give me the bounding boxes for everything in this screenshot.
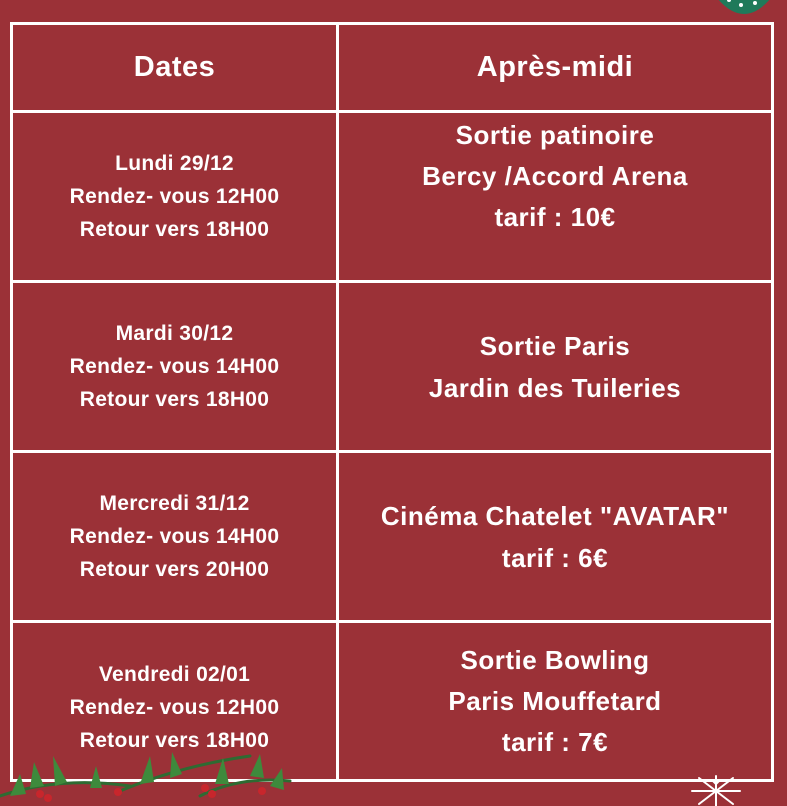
row-2-day: Mardi 30/12 — [115, 322, 234, 345]
row-4-activity-price: tarif : 7€ — [501, 726, 609, 757]
row-2-date-cell — [13, 283, 339, 453]
row-1-activity-price: tarif : 10€ — [494, 202, 616, 232]
row-2-return-time: Retour vers 18H00 — [79, 388, 270, 411]
row-1-activity-title: Sortie patinoire — [455, 120, 655, 150]
row-4-activity-place: Paris Mouffetard — [448, 685, 662, 716]
row-1-meeting-time: Rendez- vous 12H00 — [69, 185, 280, 208]
header-dates — [13, 25, 339, 113]
holly-icon — [0, 736, 300, 806]
row-3-date-cell — [13, 453, 339, 623]
row-3-return-time: Retour vers 20H00 — [79, 558, 270, 581]
row-4-day: Vendredi 02/01 — [98, 662, 251, 686]
ornament-icon — [715, 0, 773, 20]
row-2-activity-place: Jardin des Tuileries — [428, 372, 682, 403]
header-apres-midi-label: Après-midi — [476, 51, 634, 83]
row-4-activity-cell — [339, 623, 771, 779]
row-4-meeting-time: Rendez- vous 12H00 — [69, 695, 280, 719]
row-3-meeting-time: Rendez- vous 14H00 — [69, 525, 280, 548]
snowflake-icon — [686, 772, 746, 806]
row-2-activity-title: Sortie Paris — [479, 330, 631, 361]
row-1-activity-cell — [339, 113, 771, 283]
row-2-activity-cell — [339, 283, 771, 453]
row-3-activity-price: tarif : 6€ — [501, 542, 609, 573]
row-1-return-time: Retour vers 18H00 — [79, 218, 270, 241]
row-3-day: Mercredi 31/12 — [99, 492, 250, 515]
row-4-return-time: Retour vers 18H00 — [79, 728, 270, 752]
header-apres-midi — [339, 25, 771, 113]
schedule-table — [10, 22, 774, 782]
row-2-meeting-time: Rendez- vous 14H00 — [69, 355, 280, 378]
row-4-activity-title: Sortie Bowling — [460, 644, 650, 675]
header-dates-label: Dates — [133, 51, 216, 83]
row-1-day: Lundi 29/12 — [115, 152, 234, 175]
row-1-activity-place: Bercy /Accord Arena — [422, 161, 688, 191]
row-3-activity-title: Cinéma Chatelet "AVATAR" — [380, 500, 730, 531]
row-3-activity-cell — [339, 453, 771, 623]
row-1-date-cell — [13, 113, 339, 283]
